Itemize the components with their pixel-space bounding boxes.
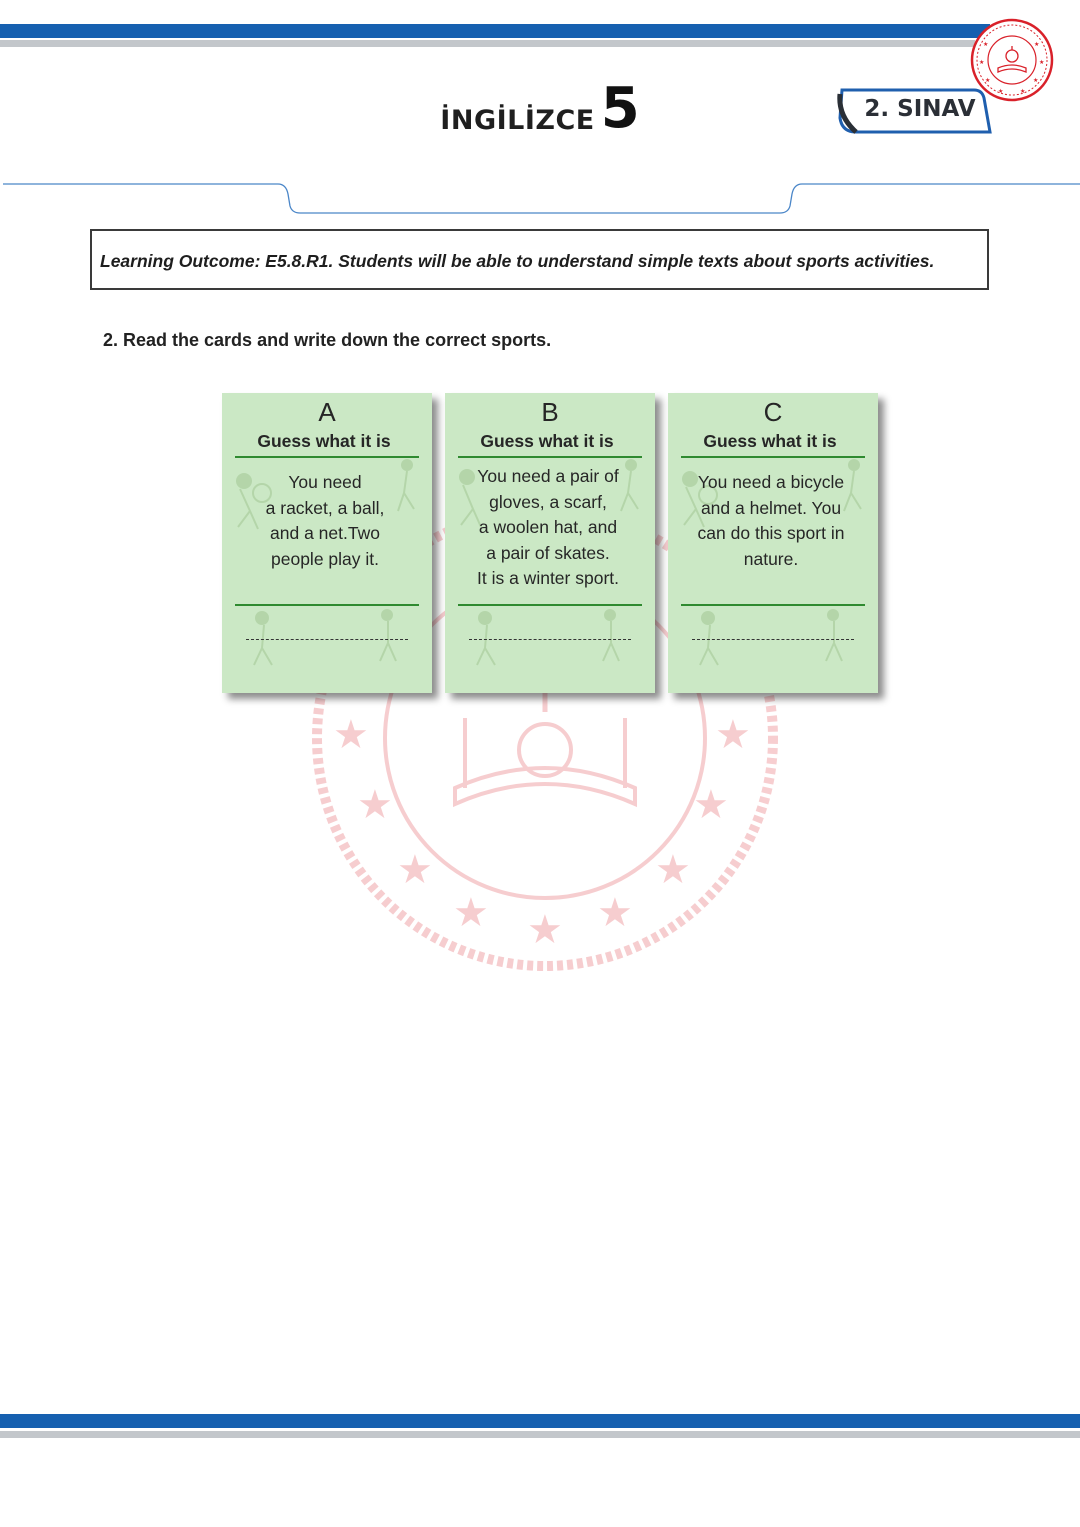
svg-text:★: ★ (1033, 77, 1039, 84)
svg-text:★: ★ (453, 890, 489, 936)
card-clue-text (678, 470, 864, 572)
guess-card-a (222, 393, 432, 693)
card-letter: C (763, 397, 783, 427)
svg-text:★: ★ (397, 847, 433, 893)
svg-text:★: ★ (983, 41, 989, 48)
card-heading: Guess what it is (480, 431, 614, 451)
svg-text:★: ★ (715, 712, 751, 758)
card-letter: B (541, 397, 559, 427)
card-rule-top (458, 456, 642, 458)
card-letter: A (318, 397, 336, 427)
card-heading: Guess what it is (257, 431, 391, 451)
clue-line: a woolen hat, and (478, 517, 618, 537)
top-band-blue (0, 24, 990, 38)
svg-text:★: ★ (357, 782, 393, 828)
answer-blank[interactable] (469, 639, 631, 640)
svg-text:★: ★ (1034, 41, 1040, 48)
header-divider (0, 180, 1080, 220)
svg-text:★: ★ (1039, 59, 1045, 66)
svg-text:★: ★ (693, 782, 729, 828)
question-text: 2. Read the cards and write down the correct sports. (103, 330, 552, 350)
learning-outcome-box (90, 229, 989, 290)
guess-card-b (445, 393, 655, 693)
clue-line: gloves, a scarf, (489, 491, 607, 512)
learning-outcome-text: Learning Outcome: E5.8.R1. Students will be able to understand simple texts about sports activities. (100, 251, 935, 271)
bottom-band-blue (0, 1414, 1080, 1428)
clue-line: people play it. (271, 548, 379, 569)
clue-line: You need (288, 472, 362, 492)
svg-text:★: ★ (597, 890, 633, 936)
exam-label: 2. SINAV (864, 96, 976, 122)
svg-text:★: ★ (333, 712, 369, 758)
card-rule-bottom (681, 604, 865, 606)
subject-title: İNGİLİZCE (440, 105, 595, 136)
clue-line: a racket, a ball, (265, 497, 385, 518)
clue-line: a pair of skates. (486, 542, 610, 563)
svg-text:★: ★ (655, 847, 691, 893)
clue-line: and a helmet. You (700, 497, 842, 518)
card-clue-text (455, 464, 641, 592)
bottom-band-grey (0, 1431, 1080, 1438)
card-clue-text (232, 470, 418, 572)
svg-text:★: ★ (527, 907, 563, 953)
svg-text:★: ★ (979, 59, 985, 66)
guess-card-c (668, 393, 878, 693)
card-rule-bottom (235, 604, 419, 606)
card-rule-bottom (458, 604, 642, 606)
answer-blank[interactable] (246, 639, 408, 640)
svg-text:★: ★ (985, 77, 991, 84)
card-heading: Guess what it is (703, 431, 837, 451)
clue-line: You need a pair of (477, 466, 619, 486)
clue-line: and a net.Two (270, 523, 380, 543)
svg-text:★: ★ (998, 88, 1004, 95)
grade-number: 5 (600, 76, 640, 141)
clue-line: It is a winter sport. (477, 568, 619, 588)
clue-line: You need a bicycle (697, 472, 845, 492)
svg-text:★: ★ (1020, 88, 1026, 95)
clue-line: nature. (743, 548, 799, 569)
answer-blank[interactable] (692, 639, 854, 640)
clue-line: can do this sport in (697, 523, 845, 543)
card-rule-top (235, 456, 419, 458)
card-rule-top (681, 456, 865, 458)
top-band-grey (0, 40, 975, 47)
